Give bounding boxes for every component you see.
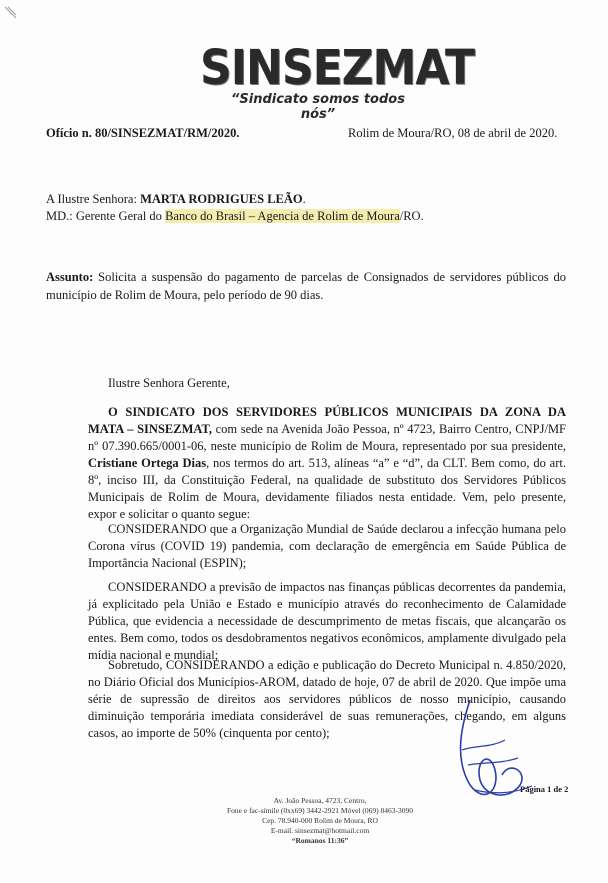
sinsezmat-logo — [200, 40, 474, 122]
logo-tagline: “Sindicato somos todos nós” — [231, 92, 405, 122]
page-number: Página 1 de 2 — [520, 784, 569, 794]
addressee-title-suffix: /RO. — [399, 209, 424, 223]
body-paragraph-2: CONSIDERANDO que a Organização Mundial de Saúde declarou a infecção humana pelo Corona vírus (COVID 19) pandemia, com declaração de emergência em Saúde Pública de Importância Nacional (ESPIN); — [88, 522, 566, 570]
letter-footer — [220, 796, 420, 846]
footer-phones: Fone e fac-símile (0xx69) 3442-2921 Móvel (069) 8463-3090 — [226, 806, 413, 815]
greeting: Ilustre Senhora Gerente, — [108, 376, 230, 390]
paragraph-1-text-a: com sede na Avenida João Pessoa, nº 4723, Bairro Centro, CNPJ/MF nº 07.390.665/0001-06, neste município de Rolim de Moura, representado por sua presidente, — [88, 422, 567, 453]
subject-label: Assunto: — [46, 270, 94, 284]
union-name: O SINDICATO DOS SERVIDORES PÚBLICOS MUNICIPAIS DA ZONA DA MATA – SINSEZMAT, — [88, 405, 566, 436]
addressee-prefix: A Ilustre Senhora: — [46, 192, 141, 206]
logo-wordmark: SINSEZMAT — [200, 40, 474, 97]
corner-mark-icon — [4, 6, 18, 20]
footer-email: E-mail. sinsezmat@hotmail.com — [270, 826, 370, 835]
body-paragraph-3: CONSIDERANDO a previsão de impactos nas finanças públicas decorrentes da pandemia, já explicitado pela União e Estado e município através do reconhecimento de Calamidade Pública, que evidencia a necessidade de descumprimento de metas fiscais, que alcançarão os entes. Bem como, todos os desdobramentos negativos econômicos, amplamente divulgado pela mídia nacional e mundial; — [88, 580, 566, 662]
body-paragraph-1 — [88, 404, 566, 523]
subject-text: Solicita a suspensão do pagamento de parcelas de Consignados de servidores públicos do município de Rolim de Moura, pelo período de 90 dias. — [46, 270, 566, 302]
footer-verse: “Romanos 11:36” — [291, 836, 349, 845]
footer-address: Av. João Pessoa, 4723, Centro, — [273, 796, 367, 805]
bank-name: Banco do Brasil – Agencia de Rolim de Moura — [165, 209, 400, 223]
addressee-name: MARTA RODRIGUES LEÃO — [140, 192, 303, 206]
paragraph-1-text-b: , nos termos do art. 513, alíneas “a” e “d”, da CLT. Bem como, do art. 8º, inciso III, da Constituição Federal, na qualidade de substituto dos Servidores Públicos Municipais de Rolim de Moura, devidamente filiados nesta entidade. Vem, pelo presente, expor e solicitar o quanto segue: — [88, 456, 566, 521]
addressee-title-prefix: MD.: Gerente Geral do — [46, 209, 166, 223]
addressee-title-line — [46, 209, 424, 224]
letter-reference: Ofício n. 80/SINSEZMAT/RM/2020. — [46, 126, 240, 140]
president-name: Cristiane Ortega Dias — [88, 456, 207, 470]
addressee-suffix: . — [302, 192, 306, 206]
footer-cep: Cep. 78.940-000 Rolim de Moura, RO — [262, 816, 378, 825]
addressee-line — [46, 192, 306, 207]
subject-block — [46, 268, 566, 304]
body-paragraph-4: Sobretudo, CONSIDERANDO a edição e publicação do Decreto Municipal n. 4.850/2020, no Diário Oficial dos Municípios-AROM, datado de hoje, 07 de abril de 2020. Que impõe uma série de supressão de direitos aos servidores públicos de nosso município, causando diminuição temporária imediata considerável de suas remunerações, chegando, em alguns casos, ao importe de 50% (cinquenta por cento); — [88, 658, 566, 740]
place-date: Rolim de Moura/RO, 08 de abril de 2020. — [348, 126, 558, 140]
